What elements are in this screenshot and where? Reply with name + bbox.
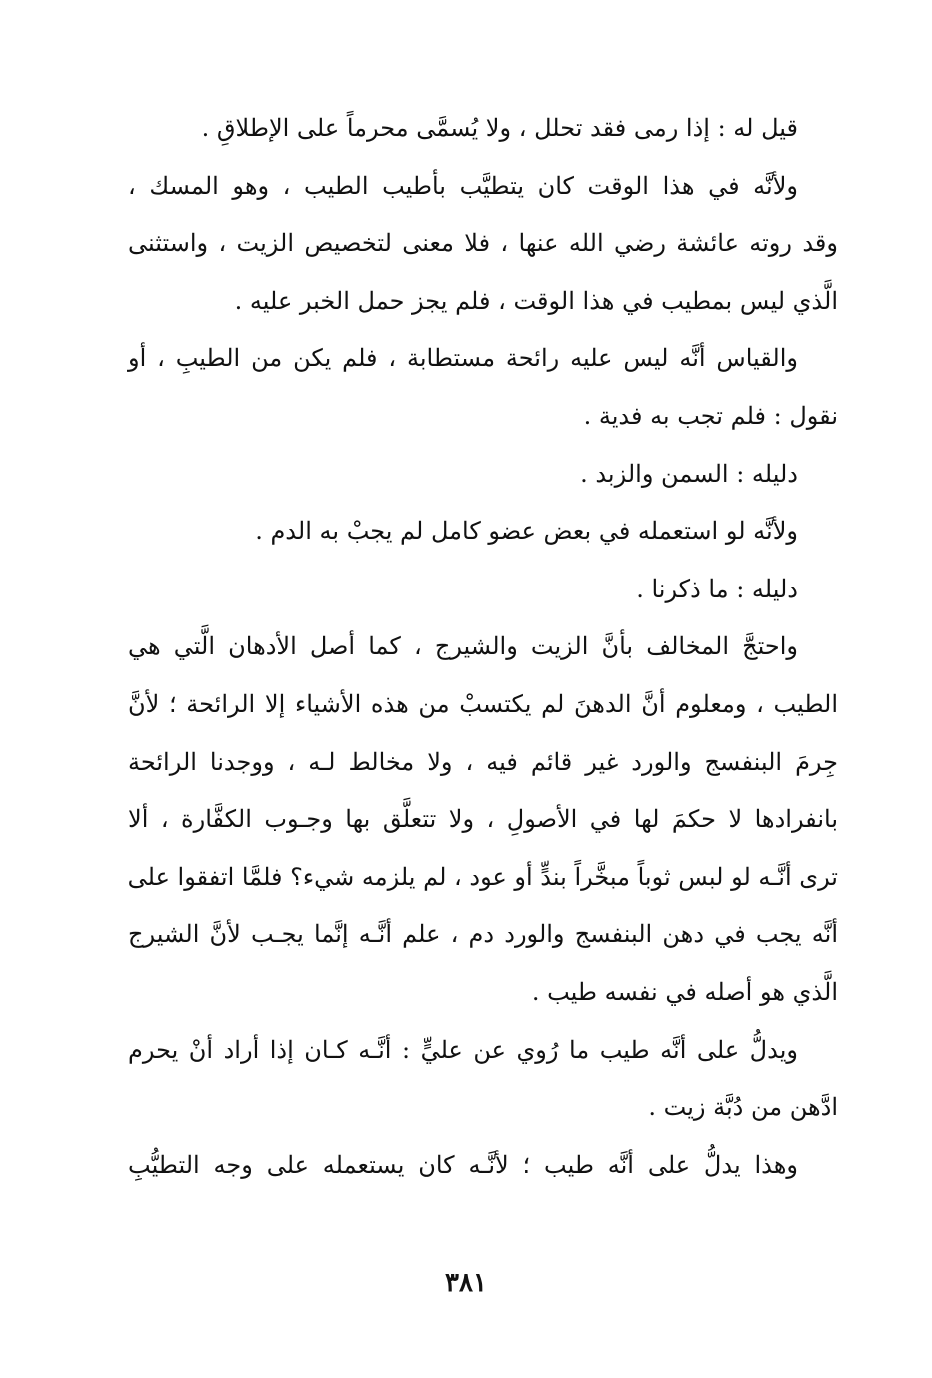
- text-line: أنَّه يجب في دهن البنفسج والورد دم ، علم أنَّـه إنَّما يجـب لأنَّ الشيرج: [128, 920, 839, 949]
- text-line: ويدلُّ على أنَّه طيب ما رُوي عن عليٍّ : أنَّـه كـان إذا أراد أنْ يحرم: [128, 1035, 798, 1064]
- text-line: الطيب ، ومعلوم أنَّ الدهنَ لم يكتسبْ من هذه الأشياء إلا الرائحة ؛ لأنَّ: [128, 689, 838, 718]
- text-line: دليله : ما ذكرنا .: [636, 574, 798, 603]
- text-line: قيل له : إذا رمى فقد تحلل ، ولا يُسمَّى محرماً على الإطلاقِ .: [201, 114, 798, 142]
- text-line: بانفرادها لا حكمَ لها في الأصولِ ، ولا تتعلَّق بها وجـوب الكفَّارة ، ألا: [128, 805, 838, 834]
- page-number: ٣٨١: [445, 1268, 487, 1298]
- text-line: ولأنَّه في هذا الوقت كان يتطيَّب بأطيب الطيب ، وهو المسك ،: [128, 171, 798, 200]
- text-line: الَّذي هو أصله في نفسه طيب .: [531, 977, 838, 1006]
- text-line: ترى أنَّـه لو لبس ثوباً مبخَّراً بندٍّ أو عود ، لم يلزمه شيء؟ فلمَّا اتفقوا على: [127, 862, 838, 891]
- text-line: والقياس أنَّه ليس عليه رائحة مستطابة ، فلم يكن من الطيبِ ، أو: [128, 344, 798, 373]
- text-line: جِرمَ البنفسج والورد غير قائم فيه ، ولا مخالط لـه ، ووجدنا الرائحة: [128, 747, 838, 776]
- text-line: ادَّهن من دُبَّة زيت .: [648, 1093, 838, 1122]
- text-line: واحتجَّ المخالف بأنَّ الزيت والشيرج ، كما أصل الأدهان الَّتي هي: [128, 632, 798, 661]
- text-line: دليله : السمن والزبد .: [580, 459, 798, 488]
- text-line: الَّذي ليس بمطيب في هذا الوقت ، فلم يجز حمل الخبر عليه .: [234, 286, 838, 315]
- text-line: ولأنَّه لو استعمله في بعض عضو كامل لم يجبْ به الدم .: [255, 517, 798, 546]
- body-text: [128, 100, 838, 1194]
- text-line: نقول : فلم تجب به فدية .: [583, 401, 838, 430]
- text-line: وهذا يدلُّ على أنَّه طيب ؛ لأنَّـه كان يستعمله على وجه التطيُّبِ: [128, 1150, 798, 1179]
- text-line: وقد روته عائشة رضي الله عنها ، فلا معنى لتخصيص الزيت ، واستثنى: [128, 229, 838, 258]
